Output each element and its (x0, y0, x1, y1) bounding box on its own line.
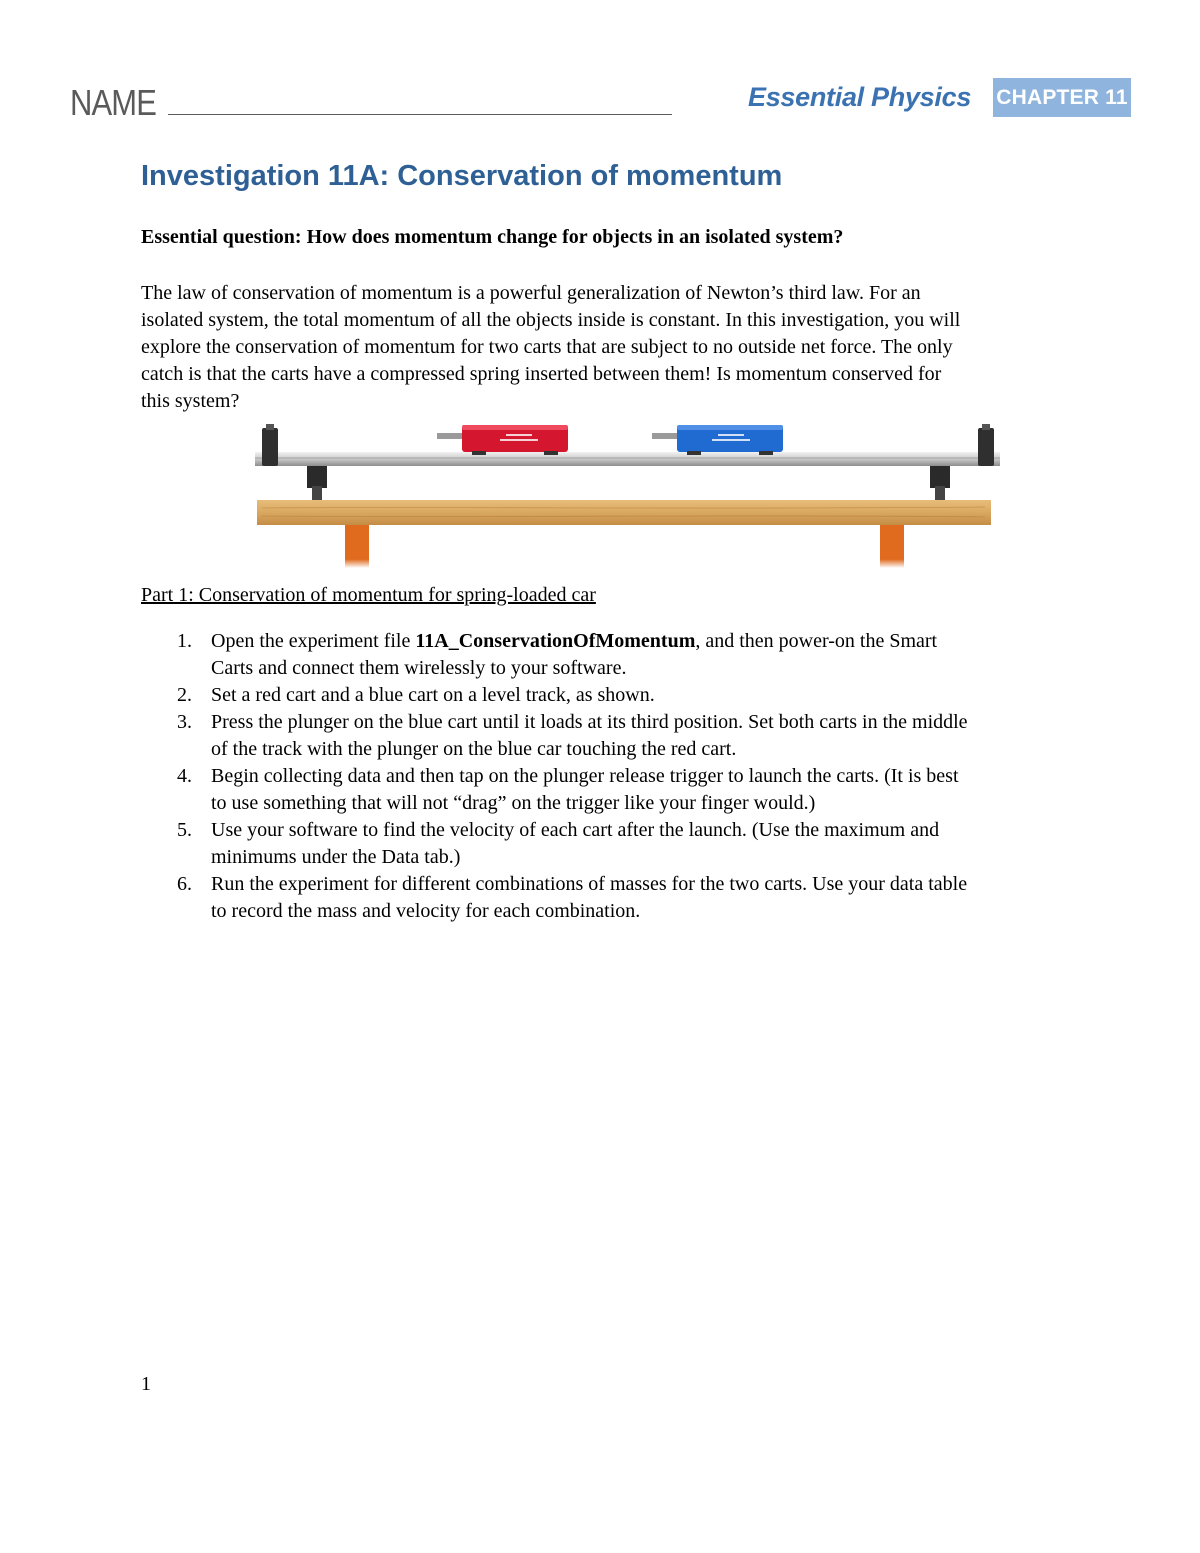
page-number: 1 (141, 1373, 151, 1395)
intro-paragraph (141, 280, 1121, 415)
table-leg (345, 524, 369, 568)
step-line: to use something that will not “drag” on the trigger like your finger would.) (211, 792, 816, 814)
page-title: Investigation 11A: Conservation of momentum (141, 160, 783, 192)
intro-line: catch is that the carts have a compressed spring inserted between them! Is momentum conserved for (141, 363, 942, 385)
step-line: to record the mass and velocity for each combination. (211, 900, 641, 922)
part1-heading: Part 1: Conservation of momentum for spring-loaded car (141, 584, 596, 606)
table-leg (880, 524, 904, 568)
step-line: of the track with the plunger on the blue car touching the red cart. (211, 738, 737, 760)
step-item (141, 682, 1121, 709)
intro-line: The law of conservation of momentum is a powerful generalization of Newton’s third law. For an (141, 282, 921, 304)
experiment-file-name: 11A_ConservationOfMomentum (415, 630, 696, 652)
step-item (141, 871, 1121, 925)
step-line: Begin collecting data and then tap on the plunger release trigger to launch the carts. (It is best (211, 765, 959, 787)
step-line: Use your software to find the velocity of each cart after the launch. (Use the maximum and (211, 819, 940, 841)
step-number: 5. (177, 819, 192, 841)
procedure-steps (141, 628, 1121, 925)
step-number: 1. (177, 630, 192, 652)
track-foot (935, 486, 945, 500)
name-label: NAME (70, 82, 157, 123)
name-field-line[interactable] (168, 114, 672, 115)
track-foot (307, 466, 327, 488)
step-number: 6. (177, 873, 192, 895)
step-line: Run the experiment for different combinations of masses for the two carts. Use your data table (211, 873, 968, 895)
track (255, 452, 1000, 466)
step-item (141, 628, 1121, 682)
intro-line: isolated system, the total momentum of all the objects inside is constant. In this investigation, you will (141, 309, 961, 331)
chapter-badge: CHAPTER 11 (993, 78, 1131, 117)
track-foot (930, 466, 950, 488)
intro-line: explore the conservation of momentum for two carts that are subject to no outside net force. The only (141, 336, 953, 358)
step-line: Set a red cart and a blue cart on a level track, as shown. (211, 684, 655, 706)
step-line: Open the experiment file 11A_ConservationOfMomentum, and then power-on the Smart (211, 630, 938, 652)
step-item (141, 817, 1121, 871)
step-item (141, 709, 1121, 763)
end-stop (262, 428, 278, 466)
wooden-board (257, 500, 991, 525)
step-number: 3. (177, 711, 192, 733)
step-item (141, 763, 1121, 817)
step-number: 4. (177, 765, 192, 787)
step-line: Carts and connect them wirelessly to your software. (211, 657, 627, 679)
cart-track-illustration (250, 420, 1010, 570)
essential-question: Essential question: How does momentum change for objects in an isolated system? (141, 226, 844, 248)
step-number: 2. (177, 684, 192, 706)
step-line: minimums under the Data tab.) (211, 846, 461, 868)
track-foot (312, 486, 322, 500)
brand-title: Essential Physics (748, 82, 972, 112)
end-stop (978, 428, 994, 466)
step-line: Press the plunger on the blue cart until it loads at its third position. Set both carts in the middle (211, 711, 968, 733)
intro-line: this system? (141, 390, 240, 412)
